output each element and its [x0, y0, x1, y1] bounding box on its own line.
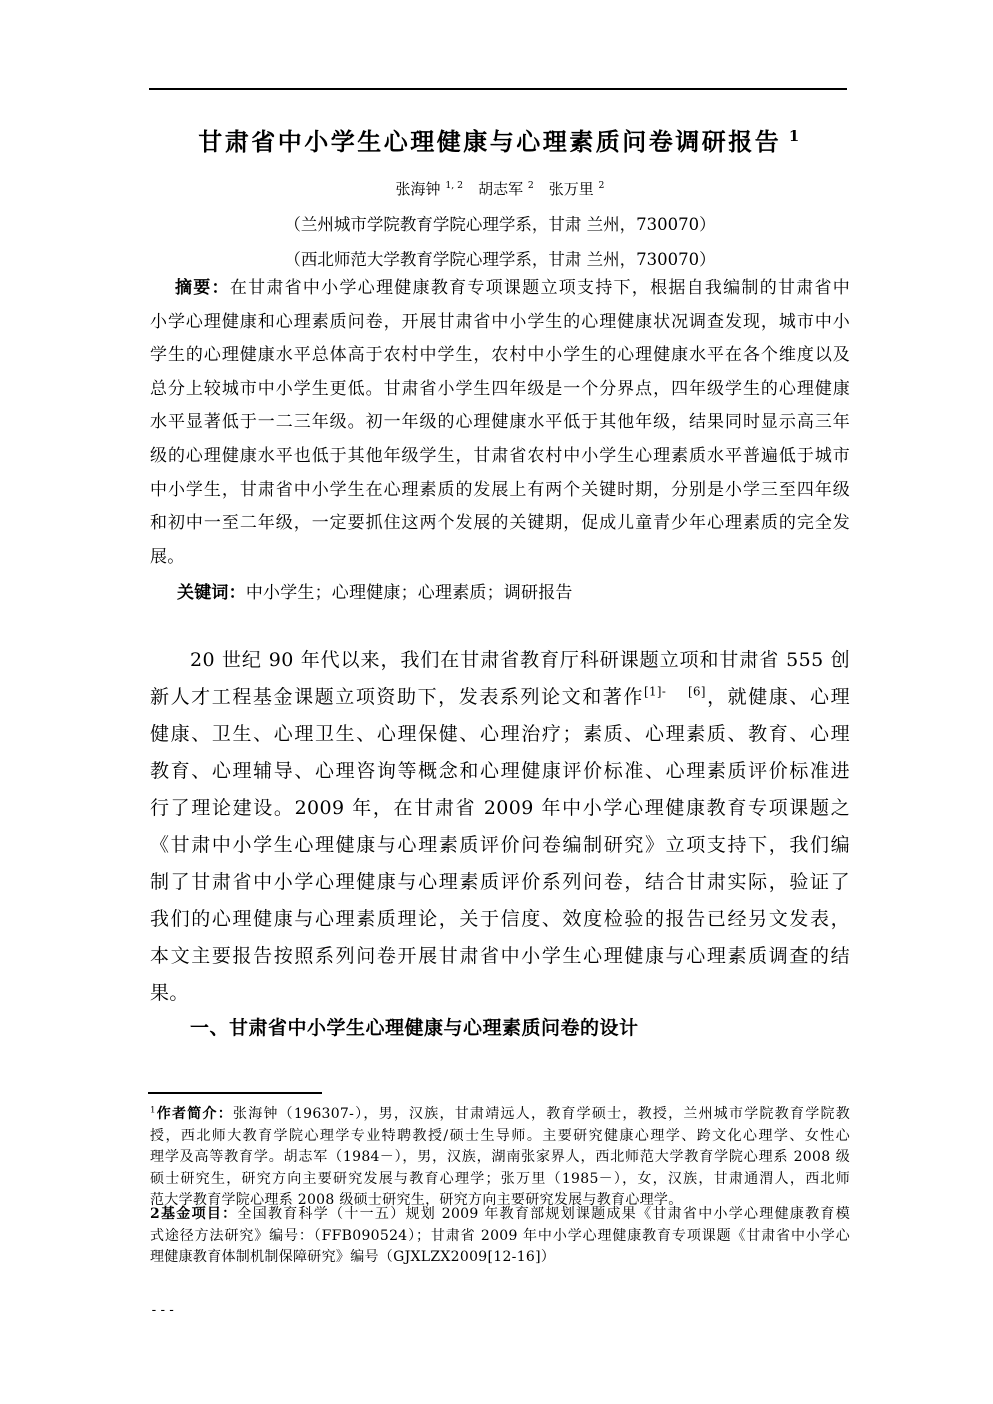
- text-line: 总分上较城市中小学生更低。甘肃省小学生四年级是一个分界点，四年级学生的心理健康: [150, 378, 850, 399]
- affiliation-1: （兰州城市学院教育学院心理学系，甘肃 兰州，730070）: [284, 215, 716, 234]
- text-line: 和初中一至二年级，一定要抓住这两个发展的关键期，促成儿童青少年心理素质的完全发: [150, 513, 850, 534]
- bottom-dashes: ---: [150, 1303, 177, 1318]
- text-line: 20 世纪 90 年代以来，我们在甘肃省教育厅科研课题立项和甘肃省 555 创: [190, 649, 850, 671]
- text-line: 健康、卫生、心理卫生、心理保健、心理治疗；素质、心理素质、教育、心理: [150, 723, 850, 745]
- text-line: 级的心理健康水平也低于其他年级学生，甘肃省农村中小学生心理素质水平普遍低于城市: [150, 445, 850, 466]
- page-title: 甘肃省中小学生心理健康与心理素质问卷调研报告 $^1$: [198, 127, 802, 156]
- text-line: 理学及高等教育学。胡志军（1984－），男，汉族，湖南张家界人，西北师范大学教育学院心理系 2008 级: [150, 1149, 850, 1165]
- text-line: 教育、心理辅导、心理咨询等概念和心理健康评价标准、心理素质评价标准进: [150, 760, 850, 782]
- text-line: 学生的心理健康水平总体高于农村中学生，农村中小学生的心理健康水平在各个维度以及: [150, 345, 850, 366]
- text-line: 式途径方法研究》编号：（FFB090524）；甘肃省 2009 年中小学心理健康教育专项课题《甘肃省中小学心: [150, 1227, 850, 1244]
- text-line: 我们的心理健康与心理素质理论，关于信度、效度检验的报告已经另文发表，: [150, 908, 850, 930]
- abstract-paragraph: [150, 272, 850, 574]
- body-paragraph: [150, 642, 850, 1012]
- footnote-author-bio: [150, 1104, 850, 1212]
- text-line: 果。: [150, 982, 189, 1004]
- text-line: 授，西北师大教育学院心理学专业特聘教授/硕士生导师。主要研究健康心理学、跨文化心理学、女性心: [150, 1127, 850, 1144]
- text-line: 《甘肃中小学生心理健康与心理素质评价问卷编制研究》立项支持下，我们编: [150, 834, 850, 856]
- text-line: 展。: [150, 546, 185, 567]
- text-line: $^1$作者简介：张海钟（196307-），男，汉族，甘肃靖远人，教育学硕士，教授，兰州城市学院教育学院教: [150, 1105, 850, 1122]
- footnote-funding: [150, 1204, 850, 1269]
- text-line: 2基金项目：全国教育科学（十一五）规划 2009 年教育部规划课题成果《甘肃省中小学心理健康教育模: [150, 1206, 850, 1222]
- text-line: 范大学教育学院心理系 2008 级硕士研究生，研究方向主要研究发展与教育心理学。: [150, 1192, 683, 1208]
- text-line: 小学心理健康和心理素质问卷，开展甘肃省中小学生的心理健康状况调查发现，城市中小: [150, 311, 850, 332]
- header-rule: [149, 88, 847, 90]
- text-line: 硕士研究生，研究方向主要研究发展与教育心理学；张万里（1985－），女，汉族，甘肃通渭人，西北师: [150, 1170, 850, 1187]
- text-line: 行了理论建设。2009 年，在甘肃省 2009 年中小学心理健康教育专项课题之: [150, 797, 850, 819]
- text-line: 水平显著低于一二三年级。初一年级的心理健康水平低于其他年级，结果同时显示高三年: [150, 412, 850, 433]
- text-line: 中小学生，甘肃省中小学生在心理素质的发展上有两个关键时期，分别是小学三至四年级: [150, 479, 850, 500]
- authors-line: 张海钟 $^{1, 2}$ 胡志军 $^2$ 张万里 $^2$: [395, 180, 605, 198]
- footnote-separator-rule: [148, 1092, 322, 1094]
- text-line: 本文主要报告按照系列问卷开展甘肃省中小学生心理健康与心理素质调查的结: [150, 945, 850, 967]
- text-line: 摘要：在甘肃省中小学心理健康教育专项课题立项支持下，根据自我编制的甘肃省中: [175, 278, 850, 298]
- text-line: 理健康教育体制机制保障研究》编号（GJXLZX2009[12-16]）: [150, 1249, 556, 1265]
- keywords-line: 关键词：中小学生；心理健康；心理素质；调研报告: [177, 583, 573, 603]
- section-heading: 一、甘肃省中小学生心理健康与心理素质问卷的设计: [190, 1017, 639, 1039]
- text-line: 制了甘肃省中小学心理健康与心理素质评价系列问卷，结合甘肃实际，验证了: [150, 871, 850, 893]
- text-line: 新人才工程基金课题立项资助下，发表系列论文和著作$^{[1]-}$ [6]，就健康、心理: [150, 684, 850, 708]
- affiliation-2: （西北师范大学教育学院心理学系，甘肃 兰州，730070）: [284, 250, 716, 269]
